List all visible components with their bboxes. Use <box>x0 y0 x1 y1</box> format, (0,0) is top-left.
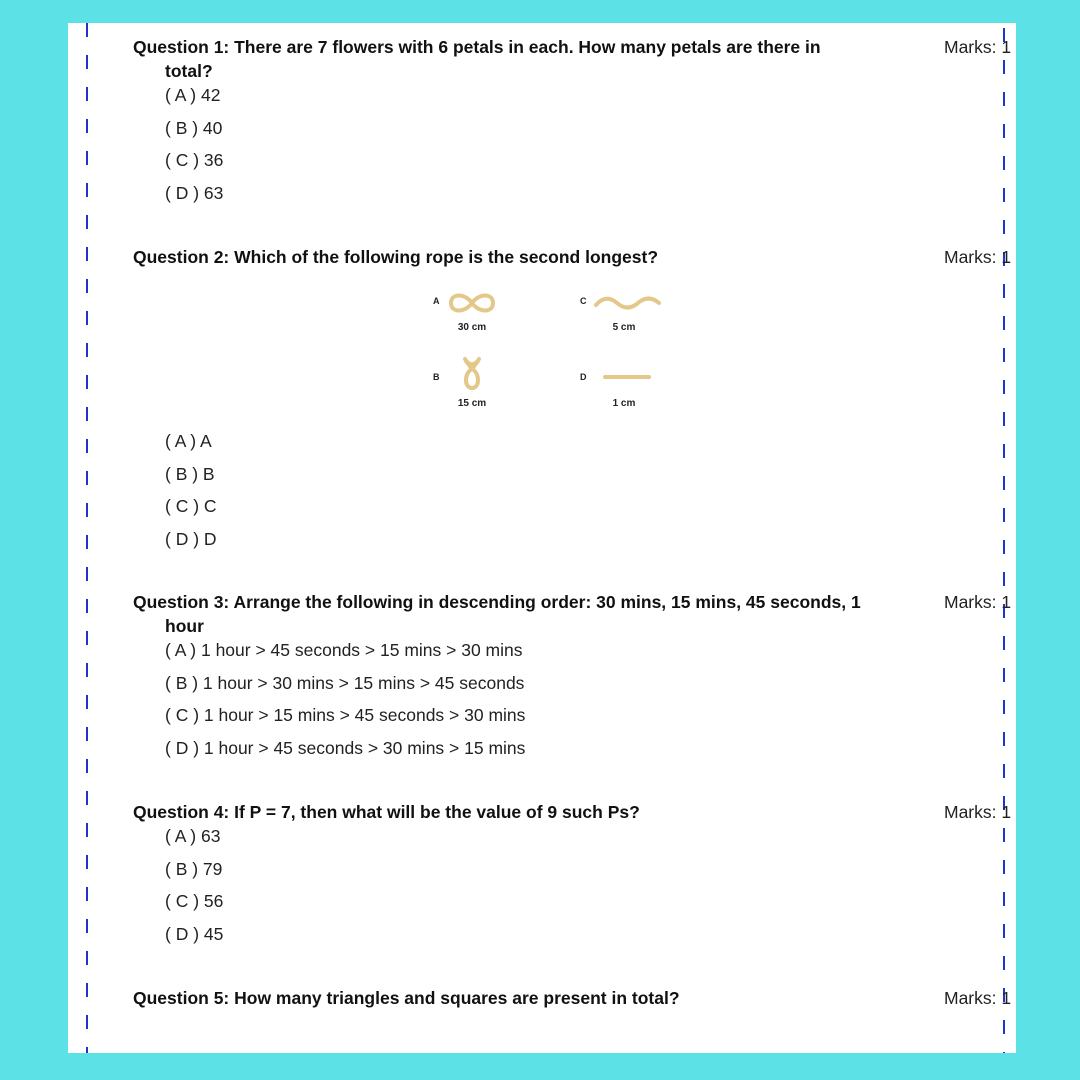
margin-dash <box>1003 1052 1005 1053</box>
rope-d-label: D <box>580 372 587 382</box>
straight-rope-icon <box>602 372 652 382</box>
margin-dash <box>86 407 88 421</box>
option-c[interactable]: ( C ) C <box>165 496 217 516</box>
margin-dash <box>1003 828 1005 842</box>
margin-dash <box>1003 60 1005 74</box>
margin-dash <box>1003 380 1005 394</box>
option-b[interactable]: ( B ) 40 <box>165 117 223 138</box>
question-4-text: Question 4: If P = 7, then what will be the value of 9 such Ps? <box>133 802 640 822</box>
margin-dash <box>86 919 88 933</box>
margin-dash <box>86 503 88 517</box>
worksheet-page <box>68 23 1016 1053</box>
option-a[interactable]: ( A ) A <box>165 431 212 451</box>
margin-dash <box>1003 508 1005 522</box>
margin-dash <box>1003 316 1005 330</box>
margin-dash <box>1003 636 1005 650</box>
margin-dash <box>86 631 88 645</box>
margin-dash <box>86 151 88 165</box>
margin-dash <box>86 311 88 325</box>
rope-b-label: B <box>433 372 440 382</box>
question-2-text: Question 2: Which of the following rope is the second longest? <box>133 247 659 267</box>
question-2 <box>133 245 1012 269</box>
margin-dash <box>86 215 88 229</box>
margin-dash <box>1003 444 1005 458</box>
option-c[interactable]: ( C ) 1 hour > 15 mins > 45 seconds > 30 mins <box>165 705 526 725</box>
left-margin-line <box>86 23 88 1053</box>
wavy-rope-icon <box>593 294 661 312</box>
margin-dash <box>86 1047 88 1053</box>
margin-dash <box>86 439 88 453</box>
option-b[interactable]: ( B ) 1 hour > 30 mins > 15 mins > 45 seconds <box>165 672 525 693</box>
question-3 <box>133 590 1012 768</box>
margin-dash <box>1003 860 1005 874</box>
question-4-options <box>165 824 953 954</box>
margin-dash <box>1003 284 1005 298</box>
option-d[interactable]: ( D ) 1 hour > 45 seconds > 30 mins > 15 mins <box>165 737 526 758</box>
margin-dash <box>86 887 88 901</box>
margin-dash <box>86 471 88 485</box>
rope-d-length: 1 cm <box>612 398 636 409</box>
margin-dash <box>86 759 88 773</box>
question-4-marks: Marks: 1 <box>944 802 1012 822</box>
margin-dash <box>1003 764 1005 778</box>
question-5 <box>133 986 1012 1010</box>
option-c[interactable]: ( C ) 36 <box>165 150 224 170</box>
margin-dash <box>86 343 88 357</box>
option-b[interactable]: ( B ) 79 <box>165 858 223 879</box>
option-d[interactable]: ( D ) 45 <box>165 923 224 944</box>
margin-dash <box>1003 476 1005 490</box>
option-d[interactable]: ( D ) D <box>165 528 217 549</box>
margin-dash <box>86 279 88 293</box>
single-loop-rope-icon <box>460 356 484 392</box>
margin-dash <box>1003 412 1005 426</box>
question-1-marks: Marks: 1 <box>944 37 1012 57</box>
rope-c-length: 5 cm <box>612 322 636 333</box>
right-margin-line <box>1003 23 1005 1053</box>
margin-dash <box>86 791 88 805</box>
margin-dash <box>1003 700 1005 714</box>
margin-dash <box>1003 732 1005 746</box>
question-1-text: Question 1: There are 7 flowers with 6 petals in each. How many petals are there in total? <box>133 37 821 81</box>
question-1 <box>133 35 1012 213</box>
margin-dash <box>86 1015 88 1029</box>
margin-dash <box>1003 1020 1005 1034</box>
option-c[interactable]: ( C ) 56 <box>165 891 224 911</box>
question-4 <box>133 800 1012 954</box>
margin-dash <box>86 823 88 837</box>
question-5-text: Question 5: How many triangles and squares are present in total? <box>133 988 680 1008</box>
option-b[interactable]: ( B ) B <box>165 463 215 484</box>
margin-dash <box>1003 540 1005 554</box>
margin-dash <box>86 119 88 133</box>
margin-dash <box>86 247 88 261</box>
question-5-marks: Marks: 1 <box>944 988 1012 1008</box>
margin-dash <box>1003 668 1005 682</box>
margin-dash <box>86 183 88 197</box>
margin-dash <box>1003 220 1005 234</box>
margin-dash <box>86 375 88 389</box>
margin-dash <box>86 855 88 869</box>
option-d[interactable]: ( D ) 63 <box>165 182 224 203</box>
question-3-marks: Marks: 1 <box>944 592 1012 612</box>
margin-dash <box>86 87 88 101</box>
margin-dash <box>86 951 88 965</box>
margin-dash <box>86 567 88 581</box>
option-a[interactable]: ( A ) 42 <box>165 85 221 105</box>
rope-a-length: 30 cm <box>457 322 487 333</box>
margin-dash <box>1003 924 1005 938</box>
margin-dash <box>86 727 88 741</box>
margin-dash <box>86 695 88 709</box>
margin-dash <box>1003 892 1005 906</box>
rope-b-length: 15 cm <box>457 398 487 409</box>
margin-dash <box>1003 348 1005 362</box>
margin-dash <box>86 663 88 677</box>
margin-dash <box>1003 156 1005 170</box>
option-a[interactable]: ( A ) 63 <box>165 826 221 846</box>
margin-dash <box>1003 188 1005 202</box>
margin-dash <box>1003 124 1005 138</box>
margin-dash <box>1003 572 1005 586</box>
margin-dash <box>1003 956 1005 970</box>
question-3-options <box>165 638 953 768</box>
question-2-options <box>165 429 953 559</box>
question-2-answers <box>133 429 953 559</box>
margin-dash <box>86 23 88 37</box>
rope-a-label: A <box>433 296 440 306</box>
rope-figure <box>428 288 668 438</box>
option-a[interactable]: ( A ) 1 hour > 45 seconds > 15 mins > 30 mins <box>165 640 523 660</box>
question-3-text: Question 3: Arrange the following in descending order: 30 mins, 15 mins, 45 seconds, 1 hour <box>133 592 861 636</box>
margin-dash <box>1003 92 1005 106</box>
question-1-options <box>165 83 953 213</box>
rope-c-label: C <box>580 296 587 306</box>
margin-dash <box>86 55 88 69</box>
question-2-marks: Marks: 1 <box>944 247 1012 267</box>
margin-dash <box>86 599 88 613</box>
margin-dash <box>86 535 88 549</box>
infinity-loop-rope-icon <box>448 290 496 316</box>
margin-dash <box>86 983 88 997</box>
